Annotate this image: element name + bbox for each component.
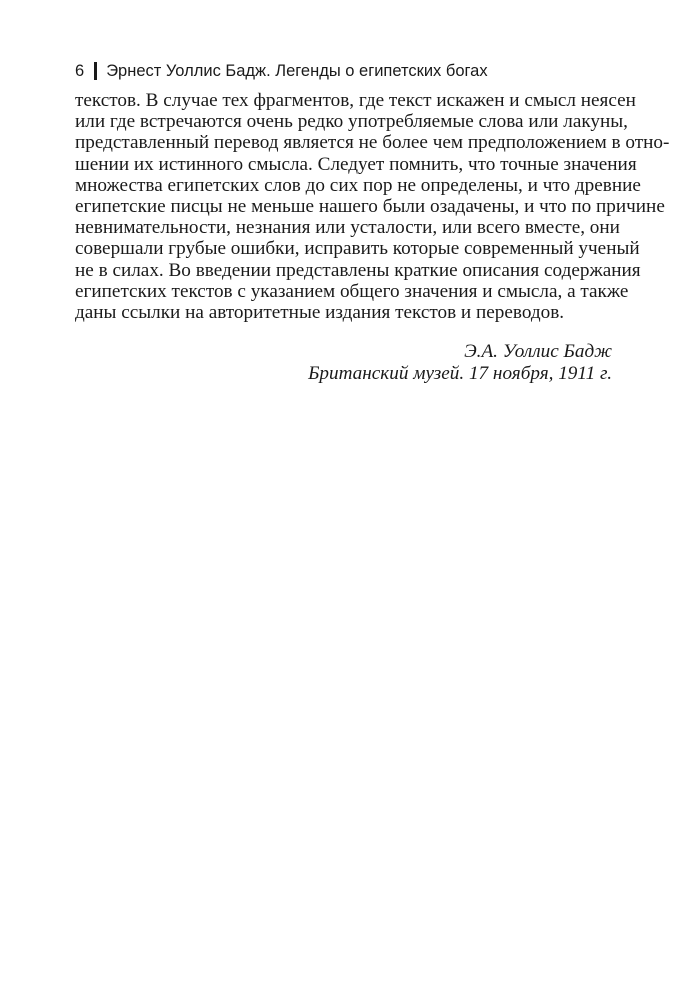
- text-line: египетские писцы не меньше нашего были озадачены, и что по причине: [75, 196, 665, 218]
- header-divider: [94, 62, 97, 80]
- running-title: Эрнест Уоллис Бадж. Легенды о египетских богах: [106, 61, 488, 80]
- text-line: текстов. В случае тех фрагментов, где текст искажен и смысл неясен: [75, 90, 636, 111]
- text-line: египетских текстов с указанием общего значения и смысла, а также: [75, 280, 629, 302]
- text-line: шении их истинного смысла. Следует помнить, что точные значения: [75, 153, 637, 175]
- text-line: множества египетских слов до сих пор не определены, и что древние: [75, 174, 641, 196]
- text-line: не в силах. Во введении представлены краткие описания содержания: [75, 259, 641, 281]
- text-line: невнимательности, незнания или усталости, или всего вместе, они: [75, 217, 620, 239]
- signature-place-date: Британский музей. 17 ноября, 1911 г.: [308, 363, 612, 384]
- signature-author: Э.А. Уоллис Бадж: [464, 341, 612, 362]
- page-number: 6: [75, 61, 85, 80]
- body-paragraph: [75, 90, 670, 324]
- text-line: или где встречаются очень редко употребляемые слова или лакуны,: [75, 111, 628, 133]
- text-line: даны ссылки на авторитетные издания текстов и переводов.: [75, 302, 565, 324]
- running-head: [75, 60, 488, 82]
- text-line: представленный перевод является не более чем предположением в отно-: [75, 132, 670, 154]
- text-line: совершали грубые ошибки, исправить которые современный ученый: [75, 238, 640, 260]
- signature-block: [308, 341, 612, 385]
